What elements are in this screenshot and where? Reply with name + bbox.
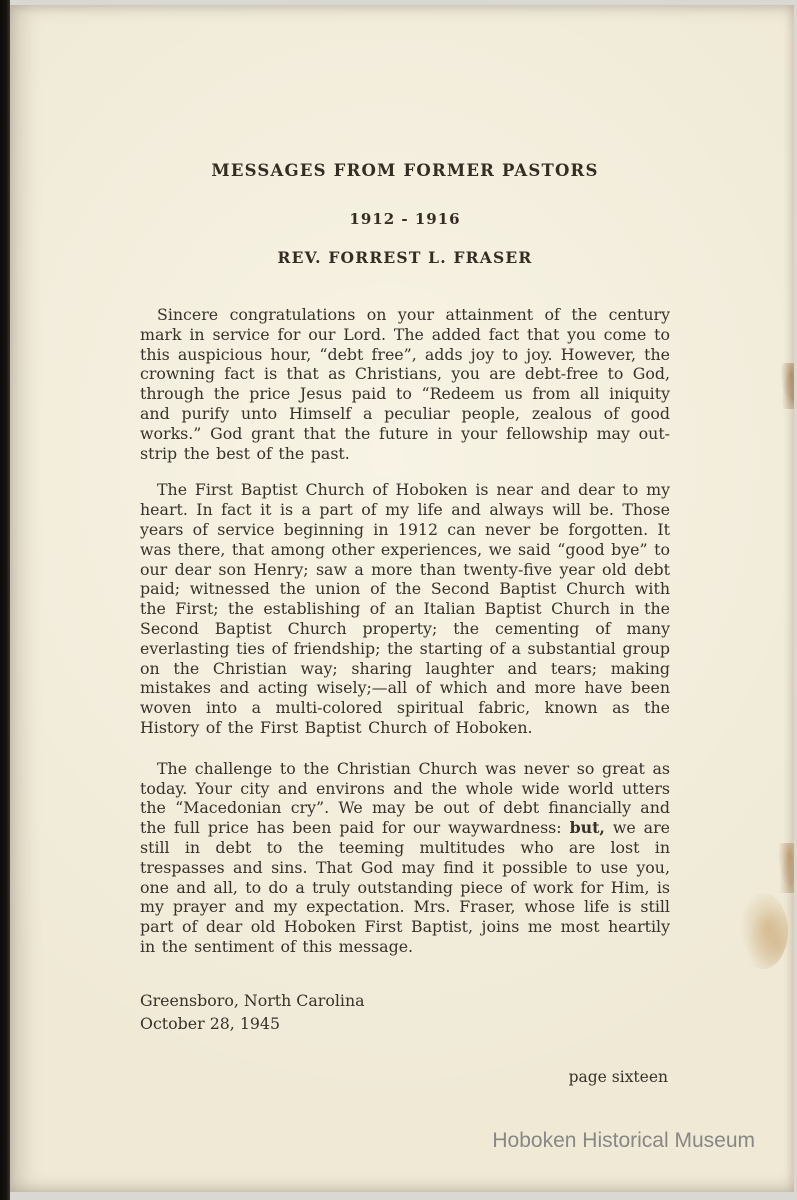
paragraph-1: Sincere congratulations on your attainment of the century mark in service for our Lord. The added fact that you come to this auspicious hour, “debt free”, adds joy to joy. However, the crowning fact is that as Christians, you are debt-free to God, through the price Jesus paid to “Redeem us from all iniquity and purify unto Himself a peculiar people, zealous of good works.” God grant that the future in your fellowship may out-strip the best of the past. [140,305,670,463]
paragraph-3-after: we are still in debt to the teeming multitudes who are lost in trespasses and sins. That God may find it possible to use you, one and all, to do a truly outstanding piece of work for Him, is my prayer and my expectation. Mrs. Fraser, whose life is still part of dear old Hoboken First Baptist, joins me most heartily in the sentiment of this message. [140,818,670,956]
paragraph-2: The First Baptist Church of Hoboken is near and dear to my heart. In fact it is a part of my life and always will be. Those years of service beginning in 1912 can never be forgotten. It was there, that among other experiences, we said “good bye” to our dear son Henry; saw a more than twenty-five year old debt paid; witnessed the union of the Second Baptist Church with the First; the establishing of an Italian Baptist Church in the Second Baptist Church property; the cementing of many everlasting ties of friendship; the starting of a substantial group on the Christian way; sharing laughter and tears; making mistakes and acting wisely;—all of which and more have been woven into a multi-colored spiritual fabric, known as the History of the First Baptist Church of Hoboken. [140,480,670,737]
paragraph-3 [140,759,670,957]
scan-left-edge [0,0,10,1200]
closing-place: Greensboro, North Carolina [140,990,365,1010]
page-number: page sixteen [568,1068,668,1086]
watermark: Hoboken Historical Museum [492,1129,755,1152]
document-page [10,5,794,1192]
paragraph-3-before: The challenge to the Christian Church was never so great as today. Your city and environs and the whole wide world utters the “Macedonian cry”. We may be out of debt financially and the full price has been paid for our waywardness: [140,758,670,838]
closing-date: October 28, 1945 [140,1014,281,1034]
document-author: REV. FORREST L. FRASER [277,248,533,267]
document-content [10,5,794,1036]
document-period: 1912 - 1916 [349,210,461,228]
paragraph-3-emphasis: but, [569,818,605,838]
document-title: MESSAGES FROM FORMER PASTORS [211,161,599,180]
closing-block [140,989,670,1036]
